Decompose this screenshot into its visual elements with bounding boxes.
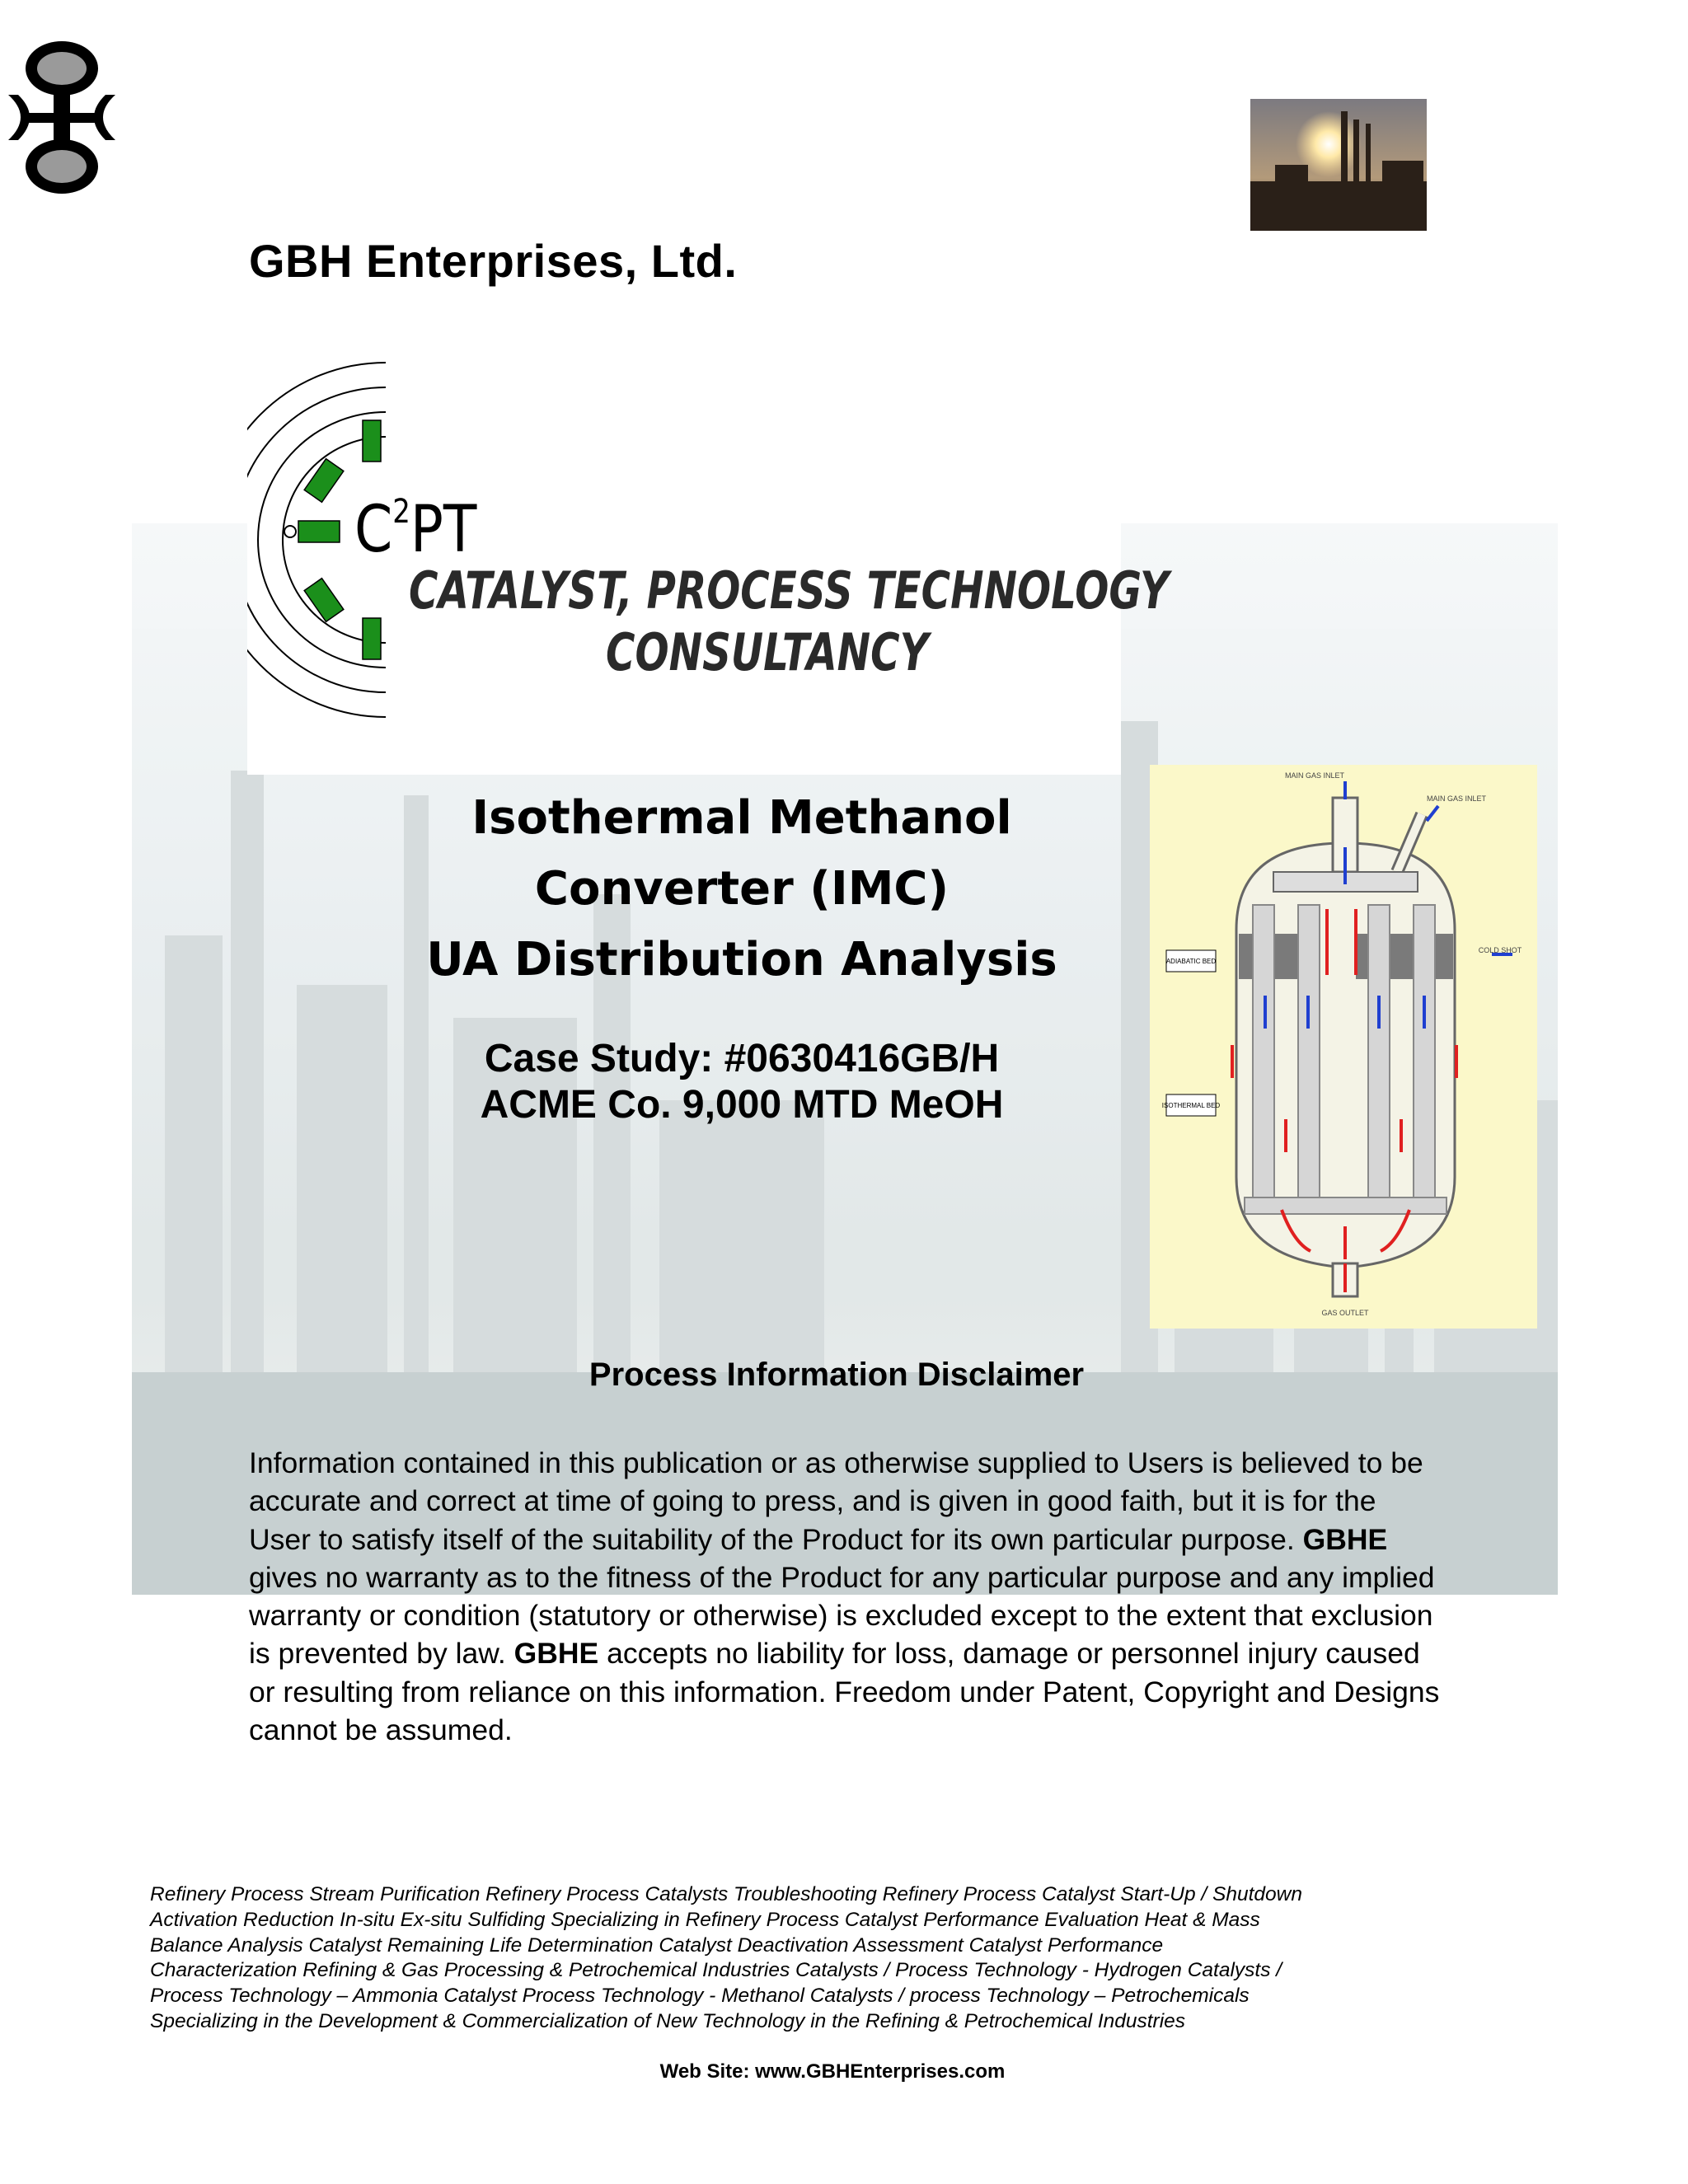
- label-isothermal-bed: ISOTHERMAL BED: [1161, 1102, 1221, 1109]
- svg-text:ADIABATIC BED: [1166, 958, 1217, 965]
- services-line: Refinery Process Stream Purification Refinery Process Catalysts Troubleshooting Refinery Process Catalyst Start-Up / Shutdown: [150, 1883, 1302, 1905]
- svg-text:ISOTHERMAL BED: [1162, 1102, 1221, 1109]
- c2pt-letter-c: C: [354, 493, 393, 567]
- services-line: Balance Analysis Catalyst Remaining Life Determination Catalyst Deactivation Assessment Catalyst Performance: [150, 1933, 1164, 1957]
- label-cold-shot: COLD SHOT: [1478, 946, 1522, 954]
- gbhe-emphasis-1: GBHE: [1302, 1522, 1388, 1556]
- label-adiabatic-bed: ADIABATIC BED: [1165, 958, 1217, 965]
- refinery-sunset-photo: [1250, 99, 1427, 231]
- disclaimer-part-3: accepts no liability for loss, damage or personnel injury caused or resulting from reliance on this information. Freedom under Patent, Copyright and Designs cannot be assumed.: [249, 1637, 1440, 1747]
- logo-tagline-line1: CATALYST, PROCESS TECHNOLOGY: [409, 560, 1170, 621]
- corner-emblem: [8, 37, 115, 198]
- disclaimer-part-1: Information contained in this publication or as otherwise supplied to Users is believed to be accurate and correct at time of going to press, and is given in good faith, but it is for the User to satisfy itself of the suitability of the Product for its own particular purpose.: [249, 1446, 1423, 1556]
- title-line-3: UA Distribution Analysis: [426, 933, 1057, 987]
- services-line: Activation Reduction In-situ Ex-situ Sulfiding Specializing in Refinery Process Catalyst Performance Evaluation Heat & Mass: [150, 1908, 1260, 1931]
- svg-text:MAIN GAS INLET: [1285, 771, 1345, 780]
- logo-tagline-line2: CONSULTANCY: [606, 622, 929, 682]
- svg-text:GAS OUTLET: [1321, 1309, 1369, 1317]
- converter-diagram: [1150, 765, 1537, 1329]
- svg-text:MAIN GAS INLET: [1427, 794, 1487, 803]
- company-name: GBH Enterprises, Ltd.: [249, 235, 738, 287]
- title-line-1: Isothermal Methanol: [471, 791, 1012, 845]
- label-gas-outlet: GAS OUTLET: [1321, 1309, 1369, 1317]
- services-line: Process Technology – Ammonia Catalyst Process Technology - Methanol Catalysts / process Technology – Petrochemicals: [150, 1985, 1250, 2008]
- c2pt-superscript: 2: [392, 493, 410, 531]
- disclaimer-part-2: gives no warranty as to the fitness of the Product for any particular purpose and any implied warranty or condition (statutory or otherwise) is excluded except to the extent that exclusion is prevented by law.: [249, 1560, 1435, 1671]
- case-study: [363, 1036, 1121, 1128]
- services-list: [150, 1882, 1436, 2035]
- c2pt-mark: [354, 493, 476, 567]
- label-main-gas-inlet-1: MAIN GAS INLET: [1284, 771, 1345, 780]
- title-line-2: Converter (IMC): [534, 862, 950, 916]
- disclaimer-text: [249, 1444, 1444, 1749]
- gbhe-emphasis-2: GBHE: [513, 1637, 599, 1671]
- website-link[interactable]: Web Site: www.GBHEnterprises.com: [659, 2060, 1006, 2083]
- case-study-number: Case Study: #0630416GB/H: [484, 1037, 1000, 1080]
- services-line: Characterization Refining & Gas Processing & Petrochemical Industries Catalysts / Process Technology - Hydrogen Catalysts /: [150, 1959, 1282, 1982]
- case-study-plant: ACME Co. 9,000 MTD MeOH: [480, 1083, 1004, 1127]
- c2pt-letters-pt: PT: [410, 493, 477, 567]
- document-title: [363, 783, 1121, 996]
- label-main-gas-inlet-2: MAIN GAS INLET: [1426, 794, 1487, 803]
- services-line: Specializing in the Development & Commercialization of New Technology in the Refining & Petrochemical Industries: [150, 2009, 1186, 2032]
- disclaimer-title: Process Information Disclaimer: [588, 1357, 1085, 1393]
